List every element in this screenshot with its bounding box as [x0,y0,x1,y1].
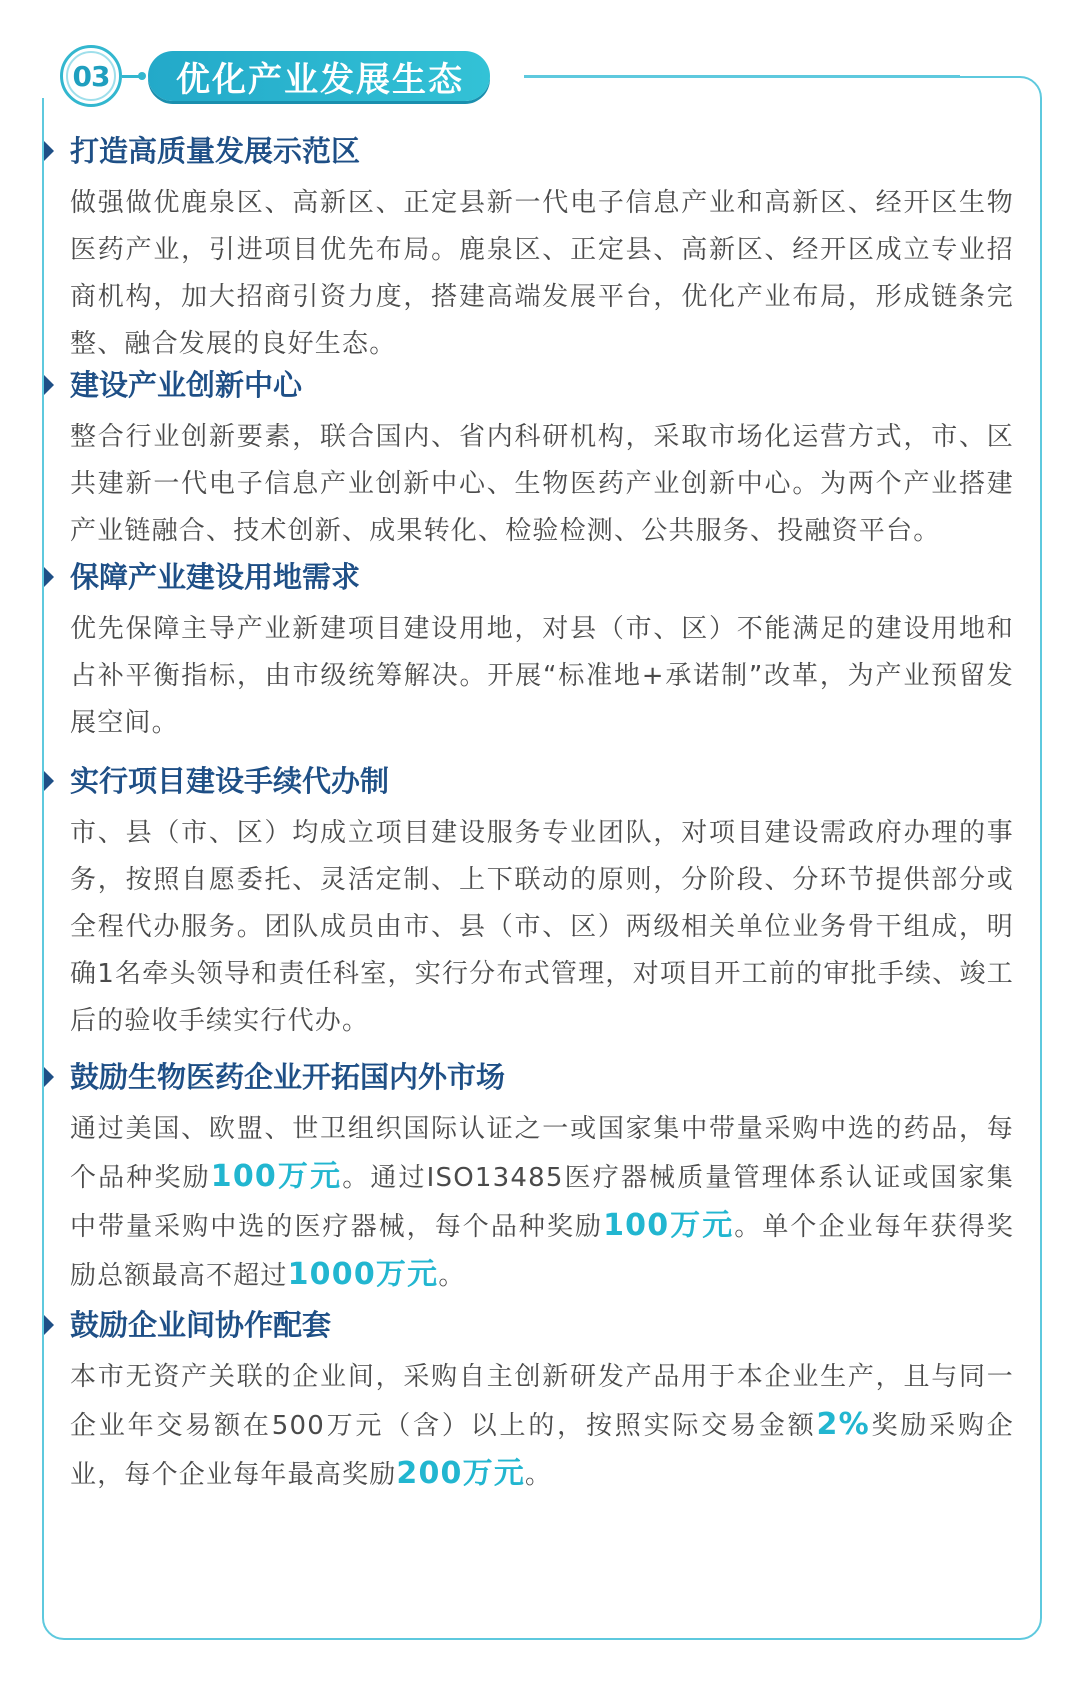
section-heading-text: 保障产业建设用地需求 [70,560,361,594]
section-heading [70,1296,1014,1354]
section-demo-zone [70,122,1014,368]
highlight-amount: 2% [816,1407,870,1442]
section-paragraph: 市、县（市、区）均成立项目建设服务专业团队，对项目建设需政府办理的事务，按照自愿委托、灵活定制、上下联动的原则，分阶段、分环节提供部分或全程代办服务。团队成员由市、县（市、区）两级相关单位业务骨干组成，明确1名牵头领导和责任科室，实行分布式管理，对项目开工前的审批手续、竣工后的验收手续实行代办。 [70,818,1014,1036]
section-land-use [70,548,1014,747]
highlight-amount: 100万元 [210,1159,343,1194]
section-title-pill: 优化产业发展生态 [148,51,490,101]
paragraph-text: 。通过ISO13485医疗器械质量管理体系认证或国家集中带量采购中选的医疗器械，每个品种奖励 [70,1163,1014,1242]
section-paragraph: 做强做优鹿泉区、高新区、正定县新一代电子信息产业和高新区、经开区生物医药产业，引进项目优先布局。鹿泉区、正定县、高新区、经开区成立专业招商机构，加大招商引资力度，搭建高端发展平台，优化产业布局，形成链条完整、融合发展的良好生态。 [70,188,1014,359]
paragraph-text: 本市无资产关联的企业间，采购自主创新研发产品用于本企业生产，且与同一企业年交易额在500万元（含）以上的，按照实际交易金额 [70,1362,1014,1441]
section-number: 03 [66,51,116,101]
section-paragraph [70,1106,1014,1300]
section-heading [70,122,1014,180]
paragraph-text: 。 [525,1460,553,1490]
triangle-right-icon [44,1315,54,1335]
highlight-amount: 200万元 [396,1456,526,1491]
badge-connector [122,75,144,78]
triangle-right-icon [44,771,54,791]
section-paragraph: 优先保障主导产业新建项目建设用地，对县（市、区）不能满足的建设用地和占补平衡指标，由市级统筹解决。开展“标准地+承诺制”改革，为产业预留发展空间。 [70,614,1014,738]
section-paragraph: 整合行业创新要素，联合国内、省内科研机构，采取市场化运营方式，市、区共建新一代电子信息产业创新中心、生物医药产业创新中心。为两个产业搭建产业链融合、技术创新、成果转化、检验检测、公共服务、投融资平台。 [70,422,1014,546]
section-heading [70,548,1014,606]
section-heading-text: 鼓励生物医药企业开拓国内外市场 [70,1060,506,1094]
section-header [60,44,490,108]
section-heading-text: 实行项目建设手续代办制 [70,764,390,798]
section-heading [70,752,1014,810]
section-heading-text: 打造高质量发展示范区 [70,134,361,168]
section-paragraph [70,1354,1014,1499]
highlight-amount: 100万元 [603,1208,735,1243]
triangle-right-icon [44,375,54,395]
section-innovation-center [70,356,1014,555]
section-heading [70,356,1014,414]
triangle-right-icon [44,141,54,161]
triangle-right-icon [44,567,54,587]
section-heading [70,1048,1014,1106]
section-enterprise-cooperation [70,1296,1014,1499]
section-heading-text: 建设产业创新中心 [70,368,303,402]
header-divider-line [524,75,960,77]
paragraph-text: 。 [438,1261,466,1291]
triangle-right-icon [44,1067,54,1087]
section-biomed-market [70,1048,1014,1300]
section-number-badge [60,45,122,107]
paragraph-text: 通过美国、欧盟、世卫组织国际认证之一或国家集中带量采购中选的药品，每个品种奖励 [70,1114,1014,1193]
section-heading-text: 鼓励企业间协作配套 [70,1308,332,1342]
highlight-amount: 1000万元 [287,1257,439,1292]
section-agency-service [70,752,1014,1045]
paragraph-text: 奖励采购企业，每个企业每年最高奖励 [70,1411,1014,1490]
paragraph-text: 。单个企业每年获得奖励总额最高不超过 [70,1212,1014,1291]
